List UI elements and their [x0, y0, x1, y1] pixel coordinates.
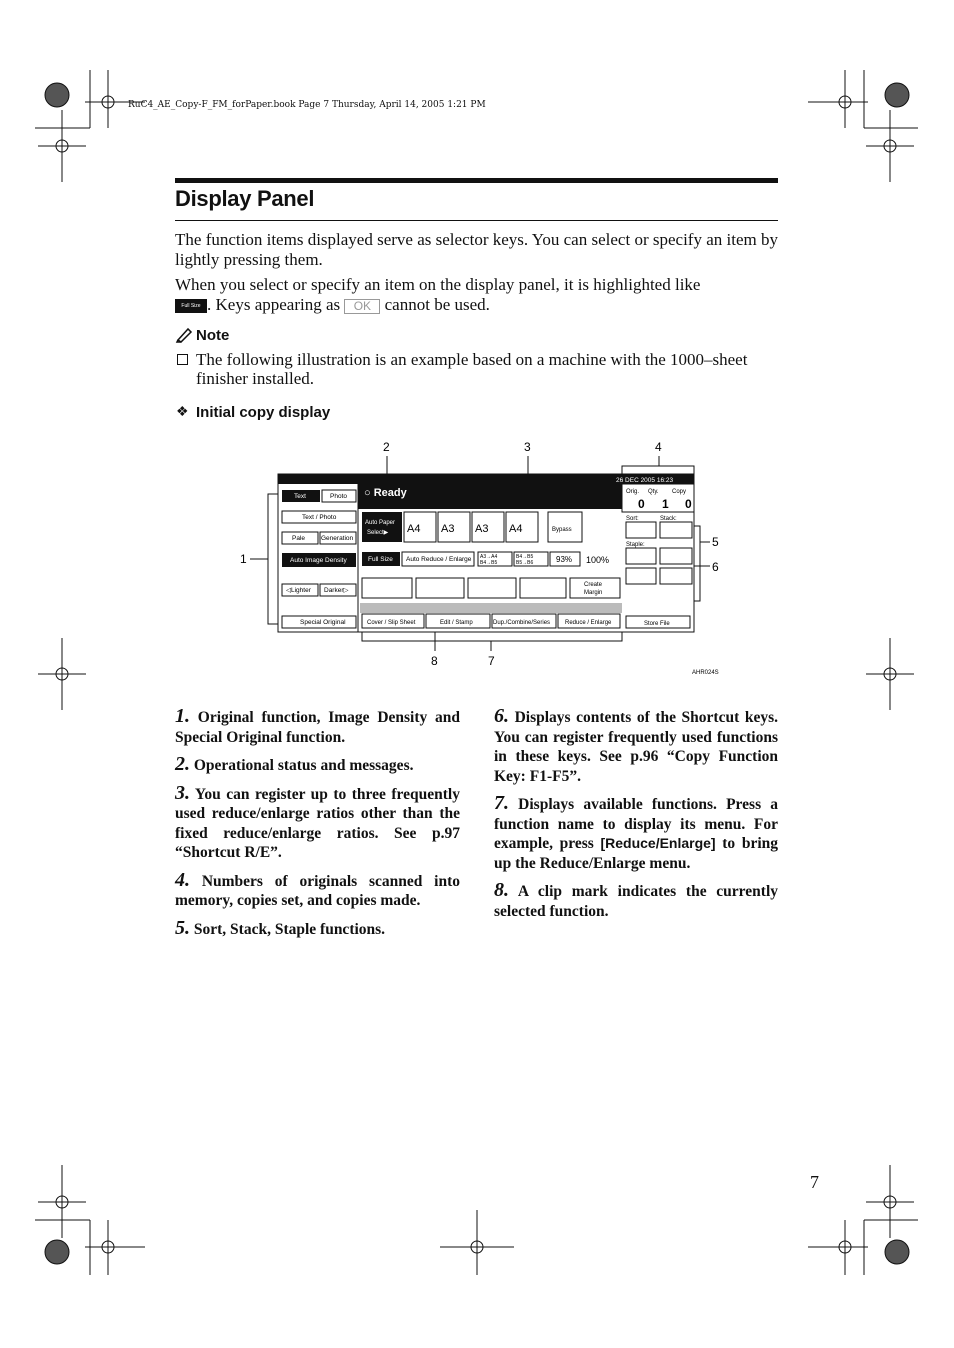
list-item: 5. Sort, Stack, Staple functions.	[175, 916, 386, 939]
list-item: 7. Displays available functions. Press a function name to display its menu. For example, press [Reduce/Enlarge] to bring up the Reduce/Enlarge menu.	[494, 792, 779, 872]
pencil-icon	[175, 325, 193, 343]
page-number: 7	[810, 1172, 819, 1192]
svg-text:Stack:: Stack:	[660, 516, 677, 522]
svg-text:A3: A3	[475, 523, 489, 535]
svg-text:A3→A4: A3→A4	[480, 554, 498, 560]
highlight-sample-chip: Full Size	[175, 299, 207, 313]
svg-text:Auto Image Density: Auto Image Density	[290, 557, 347, 564]
svg-text:1: 1	[662, 497, 669, 511]
svg-text:Orig.: Orig.	[626, 489, 640, 495]
svg-text:Qty.: Qty.	[648, 489, 659, 495]
explanations-left	[175, 707, 460, 939]
svg-text:B4→B5: B4→B5	[480, 560, 498, 566]
list-item: 3. You can register up to three frequently used reduce/enlarge ratios other than the fixed reduce/enlarge ratios. See p.97 “Shortcut R/E”.	[175, 781, 460, 861]
key-reference: [Reduce/Enlarge]	[600, 835, 716, 851]
intro-p2-text-a: When you select or specify an item on the display panel, it is highlighted like	[175, 275, 701, 294]
svg-text:Text: Text	[294, 493, 306, 500]
svg-text:Text / Photo: Text / Photo	[302, 514, 337, 521]
callout-2: 2	[383, 440, 390, 454]
callout-5: 5	[712, 535, 719, 549]
svg-text:Margin: Margin	[584, 590, 603, 596]
svg-text:100%: 100%	[586, 555, 610, 565]
status-ready: ○ Ready	[364, 487, 407, 499]
svg-text:Auto Paper: Auto Paper	[365, 520, 396, 526]
svg-text:Bypass: Bypass	[552, 527, 572, 533]
svg-text:Edit / Stamp: Edit / Stamp	[440, 620, 473, 626]
page-title: Display Panel	[175, 186, 315, 211]
intro-p2-text-c: cannot be used.	[384, 295, 490, 314]
list-item: 2. Operational status and messages.	[175, 753, 414, 775]
svg-text:Pale: Pale	[292, 535, 306, 542]
section-rule-top	[175, 178, 778, 183]
svg-text:A4: A4	[407, 523, 421, 535]
svg-text:0: 0	[685, 497, 692, 511]
svg-text:Sort:: Sort:	[626, 516, 639, 522]
explanations-right	[494, 707, 778, 921]
svg-text:93%: 93%	[556, 555, 573, 564]
status-date: 26 DEC 2005 16:23	[616, 477, 674, 484]
svg-text:Special Original: Special Original	[300, 619, 346, 626]
svg-text:Select▶: Select▶	[367, 530, 389, 536]
callout-1: 1	[240, 552, 247, 566]
note-heading: Note	[196, 327, 230, 344]
svg-text:A4: A4	[509, 523, 523, 535]
intro-paragraph-1: The function items displayed serve as selector keys. You can select or specify an item by lightly pressing them.	[175, 230, 778, 269]
svg-text:A3: A3	[441, 523, 455, 535]
section-rule-bottom	[175, 220, 778, 221]
callout-4: 4	[655, 440, 662, 454]
svg-text:Darker▷: Darker▷	[324, 587, 349, 594]
svg-text:0: 0	[638, 497, 645, 511]
figure-code: AHR024S	[692, 670, 719, 676]
callout-7: 7	[488, 654, 495, 668]
svg-text:◁Lighter: ◁Lighter	[286, 587, 311, 594]
diamond-bullet-icon: ❖	[176, 404, 189, 420]
svg-text:Copy: Copy	[672, 489, 687, 495]
list-item: 6. Displays contents of the Shortcut keys. You can register frequently used functions in these keys. See p.96 “Copy Function Key: F1-F5”.	[494, 705, 778, 785]
note-item: The following illustration is an example based on a machine with the 1000–sheet finisher installed.	[196, 350, 748, 388]
intro-paragraph-2	[175, 275, 778, 315]
svg-text:Dup./Combine/Series: Dup./Combine/Series	[493, 620, 551, 626]
svg-text:Generation: Generation	[321, 535, 354, 542]
book-header: RuC4_AE_Copy-F_FM_forPaper.book Page 7 Thursday, April 14, 2005 1:21 PM	[128, 100, 486, 110]
svg-text:Photo: Photo	[330, 493, 347, 500]
callout-6: 6	[712, 560, 719, 574]
callout-8: 8	[431, 654, 438, 668]
svg-text:Cover / Slip Sheet: Cover / Slip Sheet	[367, 620, 416, 626]
callout-3: 3	[524, 440, 531, 454]
svg-text:Store File: Store File	[644, 621, 670, 627]
display-panel-figure	[230, 436, 730, 681]
figure-heading: Initial copy display	[196, 404, 331, 421]
svg-text:Full Size: Full Size	[368, 556, 393, 563]
list-item: 4. Numbers of originals scanned into memory, copies set, and copies made.	[175, 868, 461, 909]
checkbox-bullet-icon	[177, 354, 188, 365]
list-item: 1. Original function, Image Density and Special Original function.	[175, 705, 461, 746]
svg-text:B5→B6: B5→B6	[516, 560, 534, 566]
svg-text:B4→B5: B4→B5	[516, 554, 534, 560]
svg-text:Reduce / Enlarge: Reduce / Enlarge	[565, 620, 612, 626]
list-item: 8. A clip mark indicates the currently selected function.	[494, 879, 778, 920]
disabled-sample-chip: OK	[344, 299, 380, 314]
svg-text:Staple:: Staple:	[626, 542, 645, 548]
svg-text:Create: Create	[584, 582, 603, 588]
intro-p2-text-b: . Keys appearing as	[207, 295, 341, 314]
svg-text:Auto Reduce / Enlarge: Auto Reduce / Enlarge	[406, 556, 472, 563]
